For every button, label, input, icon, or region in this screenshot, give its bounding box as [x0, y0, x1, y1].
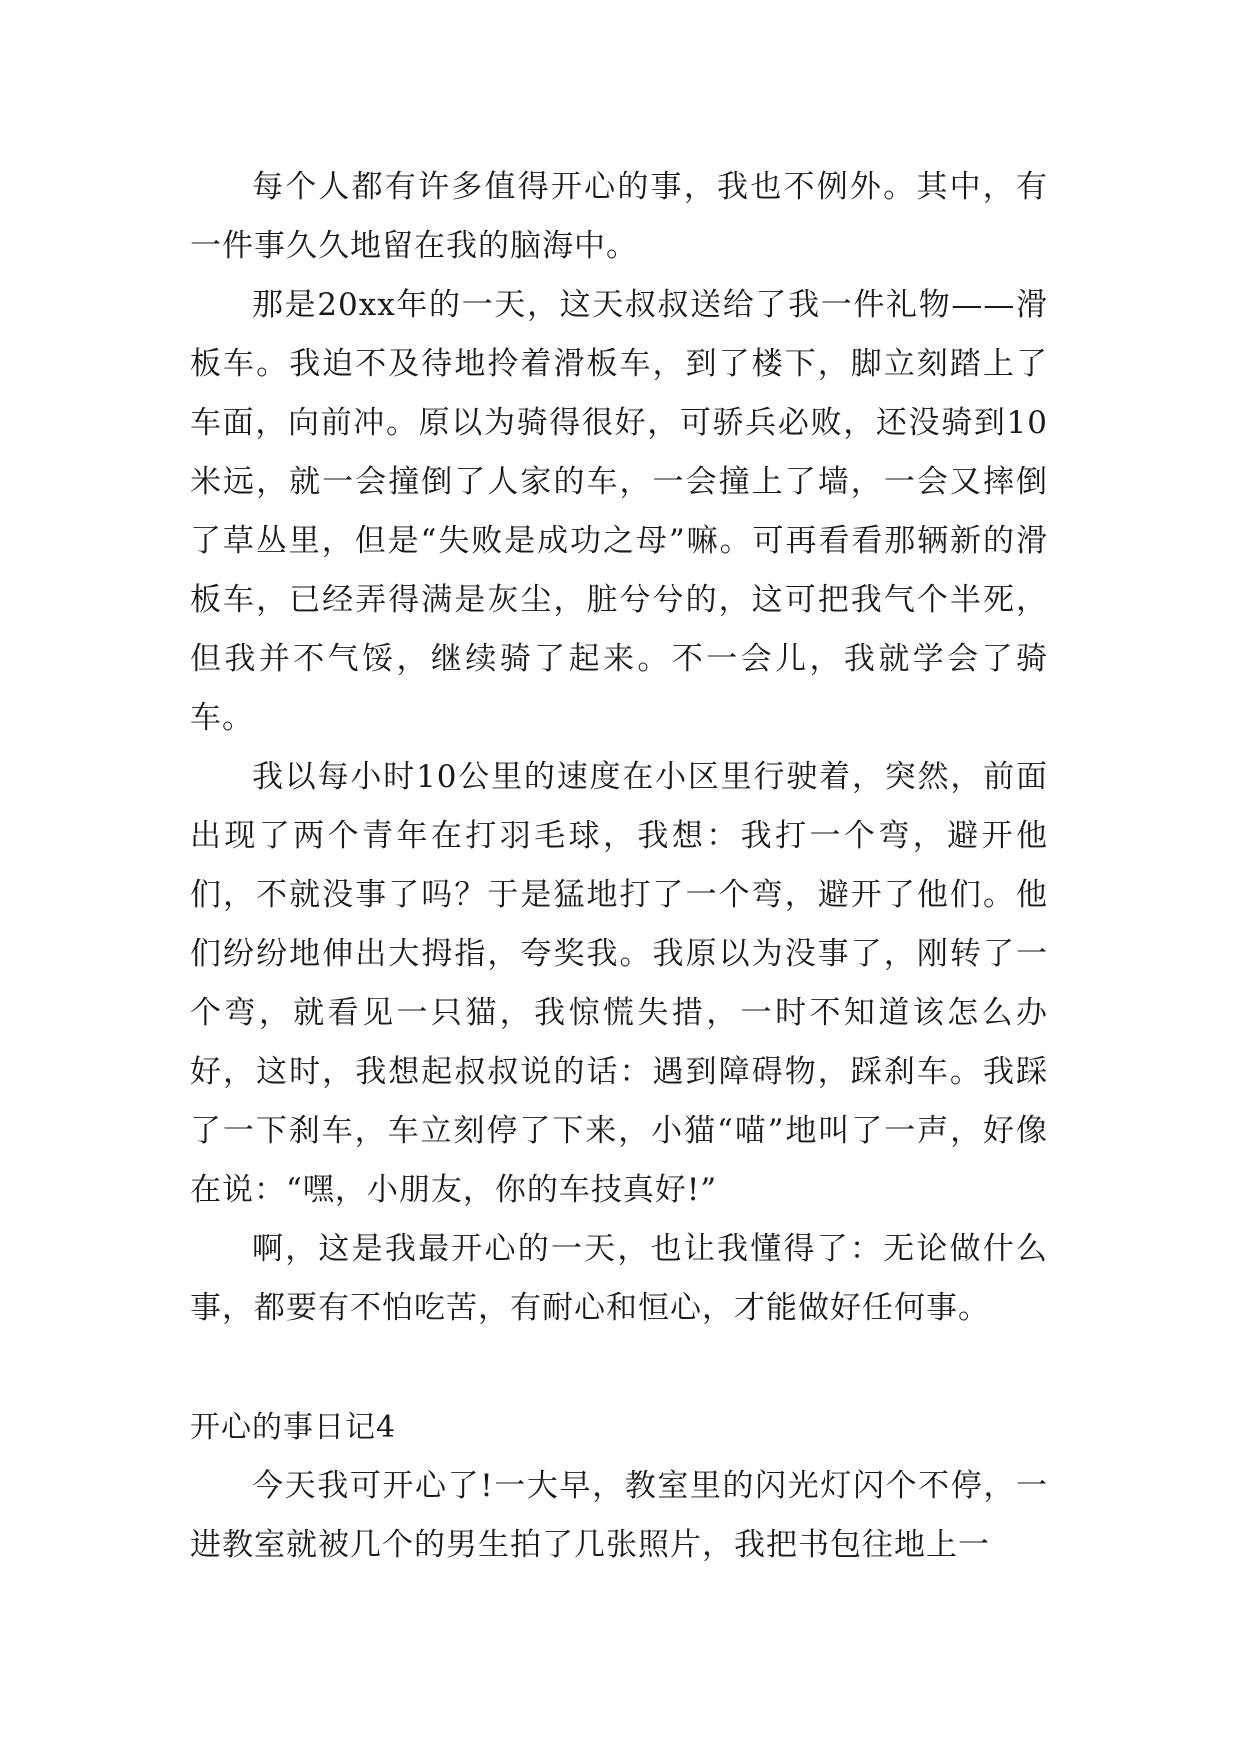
paragraph: 今天我可开心了!一大早，教室里的闪光灯闪个不停，一进教室就被几个的男生拍了几张照片，我把书包往地上一 — [190, 1468, 1048, 1563]
paragraph: 啊，这是我最开心的一天，也让我懂得了：无论做什么事，都要有不怕吃苦，有耐心和恒心，才能做好任何事。 — [190, 1231, 1048, 1326]
document-body — [190, 158, 1048, 1575]
paragraph: 每个人都有许多值得开心的事，我也不例外。其中，有一件事久久地留在我的脑海中。 — [190, 169, 1048, 264]
section-heading: 开心的事日记4 — [190, 1410, 397, 1445]
paragraph: 我以每小时10公里的速度在小区里行驶着，突然，前面出现了两个青年在打羽毛球，我想：我打一个弯，避开他们，不就没事了吗？于是猛地打了一个弯，避开了他们。他们纷纷地伸出大拇指，夸奖我。我原以为没事了，刚转了一个弯，就看见一只猫，我惊慌失措，一时不知道该怎么办好，这时，我想起叔叔说的话：遇到障碍物，踩刹车。我踩了一下刹车，车立刻停了下来，小猫“喵”地叫了一声，好像在说：“嘿，小朋友，你的车技真好!” — [190, 759, 1048, 1208]
paragraph: 那是20xx年的一天，这天叔叔送给了我一件礼物——滑板车。我迫不及待地拎着滑板车，到了楼下，脚立刻踏上了车面，向前冲。原以为骑得很好，可骄兵必败，还没骑到10米远，就一会撞倒了人家的车，一会撞上了墙，一会又摔倒了草丛里，但是“失败是成功之母”嘛。可再看看那辆新的滑板车，已经弄得满是灰尘，脏兮兮的，这可把我气个半死，但我并不气馁，继续骑了起来。不一会儿，我就学会了骑车。 — [190, 287, 1048, 736]
